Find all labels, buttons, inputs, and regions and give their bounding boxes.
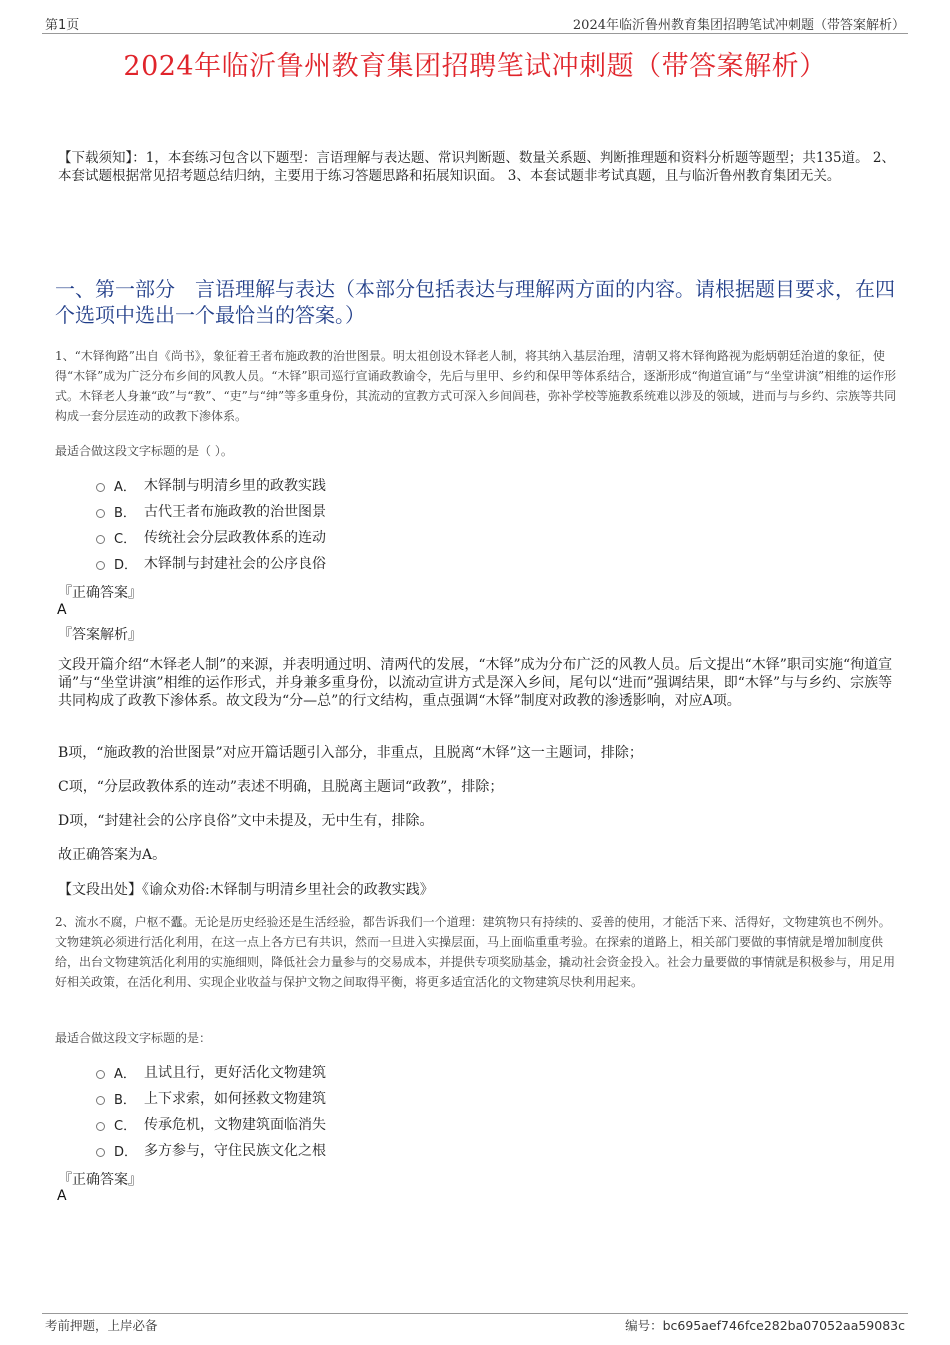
question-2-text: 2、流水不腐，户枢不蠹。无论是历史经验还是生活经验，都告诉我们一个道理：建筑物只有持续的、妥善的使用，才能活下来、活得好，文物建筑也不例外。文物建筑必须进行活化利用，在这一点上各方已有共识，然而一旦进入实操层面，马上面临重重考验。在探索的道路上，相关部门要做的事情就是增加制度供给，出台文物建筑活化利用的实施细则，降低社会力量参与的交易成本，并提供专项奖励基金，撬动社会资金投入。社会力量要做的事情就是积极参与，用足用好相关政策，在活化利用、实现企业收益与保护文物之间取得平衡，将更多适宜活化的文物建筑尽快利用起来。 (55, 915, 896, 989)
question-2-options (96, 1059, 326, 1163)
radio-icon[interactable] (96, 509, 105, 518)
question-1-answer-label: 『正确答案』 (58, 585, 142, 601)
section-heading: 一、第一部分 言语理解与表达（本部分包括表达与理解两方面的内容。请根据题目要求，在四个选项中选出一个最恰当的答案。） (55, 277, 895, 327)
question-1-prompt: 最适合做这段文字标题的是（ ）。 (55, 444, 233, 458)
footer-code-label: 编号： (625, 1318, 663, 1333)
question-1-analysis-b: B项，“施政教的治世图景”对应开篇话题引入部分，非重点，且脱离“木铎”这一主题词，排除； (58, 745, 643, 761)
question-1-option-c[interactable]: C． 传统社会分层政教体系的连动 (96, 524, 326, 550)
footer-slogan: 考前押题，上岸必备 (45, 1318, 158, 1333)
question-2-answer: A (57, 1188, 67, 1204)
question-1-option-b[interactable]: B． 古代王者布施政教的治世图景 (96, 498, 326, 524)
footer-code (625, 1316, 905, 1334)
question-1-source: 【文段出处】《谕众劝俗:木铎制与明清乡里社会的政教实践》 (58, 882, 434, 898)
page-number: 第1页 (45, 18, 80, 33)
radio-icon[interactable] (96, 1070, 105, 1079)
question-2-option-d[interactable]: D． 多方参与，守住民族文化之根 (96, 1137, 326, 1163)
radio-icon[interactable] (96, 1096, 105, 1105)
radio-icon[interactable] (96, 483, 105, 492)
question-2-answer-label: 『正确答案』 (58, 1172, 142, 1188)
question-1-analysis-label: 『答案解析』 (58, 627, 142, 643)
question-1-analysis-conclusion: 故正确答案为A。 (58, 847, 167, 863)
page-title: 2024年临沂鲁州教育集团招聘笔试冲刺题（带答案解析） (123, 51, 827, 82)
question-2-prompt: 最适合做这段文字标题的是： (55, 1031, 212, 1045)
question-1-answer: A (57, 602, 67, 618)
question-1-options (96, 472, 326, 576)
header-divider (42, 33, 908, 34)
radio-icon[interactable] (96, 561, 105, 570)
radio-icon[interactable] (96, 535, 105, 544)
radio-icon[interactable] (96, 1122, 105, 1131)
question-1-analysis-d: D项，“封建社会的公序良俗”文中未提及，无中生有，排除。 (58, 813, 434, 829)
question-2-option-a[interactable]: A． 且试且行，更好活化文物建筑 (96, 1059, 326, 1085)
question-1-option-a[interactable]: A． 木铎制与明清乡里的政教实践 (96, 472, 326, 498)
question-2-option-c[interactable]: C． 传承危机，文物建筑面临消失 (96, 1111, 326, 1137)
question-2-option-b[interactable]: B． 上下求索，如何拯救文物建筑 (96, 1085, 326, 1111)
question-1-option-d[interactable]: D． 木铎制与封建社会的公序良俗 (96, 550, 326, 576)
footer-code-value: bc695aef746fce282ba07052aa59083c (662, 1318, 905, 1333)
download-notice: 【下载须知】：1，本套练习包含以下题型：言语理解与表达题、常识判断题、数量关系题、判断推理题和资料分析题等题型；共135道。 2、本套试题根据常见招考题总结归纳，主要用于练习答题思路和拓展知识面。 3、本套试题非考试真题，且与临沂鲁州教育集团无关。 (58, 150, 895, 184)
question-1-analysis-main: 文段开篇介绍“木铎老人制”的来源，并表明通过明、清两代的发展，“木铎”成为分布广泛的风教人员。后文提出“木铎”职司实施“徇道宣诵”与“坐堂讲演”相维的运作形式，并身兼多重身份，以流动宣讲方式是深入乡间，尾句以“进而”强调结果，即“木铎”与与乡约、宗族等共同构成了政教下渗体系。故文段为“分—总”的行文结构，重点强调“木铎”制度对政教的渗透影响，对应A项。 (58, 657, 893, 709)
radio-icon[interactable] (96, 1148, 105, 1157)
footer-divider (42, 1313, 908, 1314)
question-1-analysis-c: C项，“分层政教体系的连动”表述不明确，且脱离主题词“政教”，排除； (58, 779, 504, 795)
header-doc-title: 2024年临沂鲁州教育集团招聘笔试冲刺题（带答案解析） (572, 18, 905, 33)
question-1-text: 1、“木铎徇路”出自《尚书》，象征着王者布施政教的治世图景。明太祖创设木铎老人制，将其纳入基层治理，清朝又将木铎徇路视为彪炳朝廷治道的象征，使得“木铎”成为广泛分布乡间的风教人员。“木铎”职司巡行宣诵政教谕令，先后与里甲、乡约和保甲等体系结合，逐渐形成“徇道宣诵”与“坐堂讲演”相维的运作形式。木铎老人身兼“政”与“教”、“吏”与“绅”等多重身份，其流动的宣教方式可深入乡间闾巷，弥补学校等施教系统难以涉及的领域，进而与与乡约、宗族等共同构成一套分层连动的政教下渗体系。 (55, 349, 897, 423)
